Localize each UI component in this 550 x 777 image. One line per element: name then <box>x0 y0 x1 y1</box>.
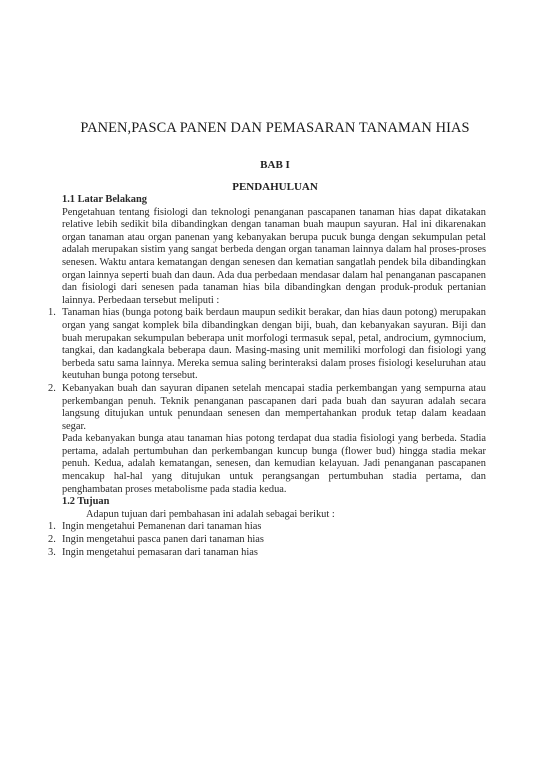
document-title: PANEN,PASCA PANEN DAN PEMASARAN TANAMAN HIAS <box>80 120 470 136</box>
list-item-text: Ingin mengetahui pemasaran dari tanaman hias <box>62 546 258 558</box>
differences-list <box>48 307 486 433</box>
list-number: 2. <box>48 534 56 546</box>
list-item <box>48 521 486 534</box>
list-item <box>48 307 486 383</box>
background-paragraph: Pengetahuan tentang fisiologi dan teknologi penanganan pascapanen tanaman hias dapat dikatakan relative lebih sedikit bila dibandingkan dengan tanaman buah maupun sayuran. Hal ini dikarenakan organ tanaman atau organ panenan yang kebanyakan berupa pucuk bunga dengan sekumpulan petal adalah merupakan sistim yang sangat berbeda dengan organ tanaman lainnya dalam hal proses-proses senesen. Waktu antara kematangan dengan senesen dan kematian sangatlah pendek bila dibandingkan organ lainnya seperti buah dan daun. Ada dua perbedaan mendasar dalam hal penanganan pascapanen dan fisiologi dari senesen pada tanaman hias bila dibandingkan dengan produk-produk pertanian lainnya. Perbedaan tersebut meliputi : <box>62 206 486 306</box>
list-number: 2. <box>48 382 56 394</box>
objectives-list <box>48 521 486 559</box>
section-heading-latar-belakang: 1.1 Latar Belakang <box>62 194 147 205</box>
chapter-number: BAB I <box>260 159 290 171</box>
list-item <box>48 534 486 547</box>
list-item-text: Kebanyakan buah dan sayuran dipanen setelah mencapai stadia perkembangan yang sempurna atau perkembangan penuh. Teknik penanganan pascapanen dari pada buah dan sayuran adalah secara langsung ditujukan untuk penundaan senesen dan mempertahankan produk tetap dalam keadaan segar. <box>62 382 486 432</box>
document-body <box>48 194 486 559</box>
list-item-text: Ingin mengetahui Pemanenan dari tanaman hias <box>62 521 262 533</box>
list-number: 1. <box>48 521 56 533</box>
list-item <box>48 382 486 433</box>
section-heading-tujuan: 1.2 Tujuan <box>62 496 110 508</box>
chapter-title: PENDAHULUAN <box>232 181 318 193</box>
list-number: 1. <box>48 307 56 319</box>
list-item-text: Tanaman hias (bunga potong baik berdaun maupun sedikit berakar, dan hias daun potong) merupakan organ yang sangat komplek bila dibandingkan dengan biji, buah, dan kebanyakan sayuran. Biji dan buah merupakan sekumpulan beberapa unit morfologi termasuk sepal, petal, androcium, gymnocium, tangkai, dan kadangkala beberapa daun. Masing-masing unit memiliki morfologi dan fisiologi yang berbeda satu sama lainnya. Mereka semua saling berinteraksi dalam proses fisiologi keseluruhan atau keutuhan bunga potong tersebut. <box>62 307 486 382</box>
objectives-intro: Adapun tujuan dari pembahasan ini adalah sebagai berikut : <box>86 508 335 520</box>
continuation-paragraph: Pada kebanyakan bunga atau tanaman hias potong terdapat dua stadia fisiologi yang berbeda. Stadia pertama, adalah pertumbuhan dan perkembangan kuncup bunga (flower bud) hingga stadia mekar penuh. Kedua, adalah kematangan, senesen, dan kemudian kelayuan. Jadi penanganan pascapanen mencakup hal-hal yang ditujukan untuk perangsangan pertumbuhan stadia pertama, dan penghambatan proses metabolisme pada stadia kedua. <box>62 433 486 495</box>
list-item-text: Ingin mengetahui pasca panen dari tanaman hias <box>62 534 264 546</box>
list-number: 3. <box>48 546 56 558</box>
list-item <box>48 546 486 560</box>
